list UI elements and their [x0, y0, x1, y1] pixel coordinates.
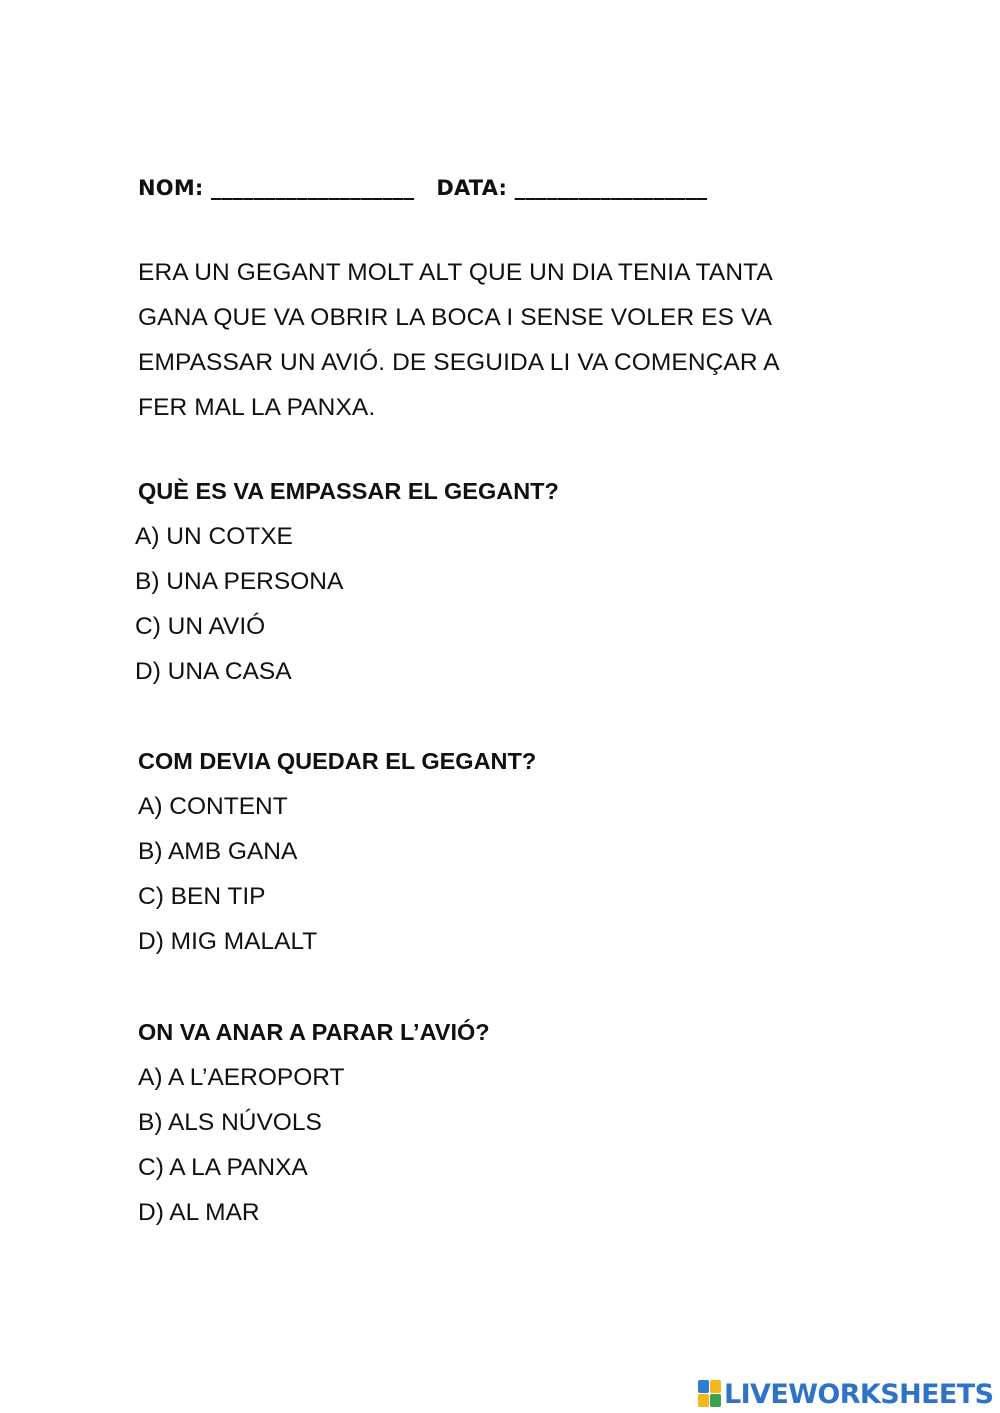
answer-option-b[interactable]: B) ALS NÚVOLS — [138, 1109, 322, 1136]
answer-option-d[interactable]: D) MIG MALALT — [138, 928, 318, 955]
reading-line: EMPASSAR UN AVIÓ. DE SEGUIDA LI VA COMENÇAR A — [138, 349, 780, 376]
reading-line: FER MAL LA PANXA. — [138, 394, 376, 421]
question-3 — [138, 1010, 898, 1235]
answer-option-b[interactable]: B) AMB GANA — [138, 838, 298, 865]
reading-passage — [138, 250, 858, 430]
answer-option-a[interactable]: A) UN COTXE — [135, 523, 293, 550]
liveworksheets-watermark — [698, 1376, 993, 1412]
answer-option-c[interactable]: C) A LA PANXA — [138, 1154, 308, 1181]
reading-line: ERA UN GEGANT MOLT ALT QUE UN DIA TENIA TANTA — [138, 259, 773, 286]
answer-option-d[interactable]: D) AL MAR — [138, 1199, 260, 1226]
answer-option-a[interactable]: A) CONTENT — [138, 793, 288, 820]
liveworksheets-logo-icon — [698, 1380, 722, 1408]
question-title: ON VA ANAR A PARAR L’AVIÓ? — [138, 1019, 490, 1045]
question-title: QUÈ ES VA EMPASSAR EL GEGANT? — [138, 478, 559, 504]
answer-option-c[interactable]: C) UN AVIÓ — [135, 613, 266, 640]
student-info-header — [138, 176, 707, 200]
answer-option-c[interactable]: C) BEN TIP — [138, 883, 266, 910]
answer-option-b[interactable]: B) UNA PERSONA — [135, 568, 344, 595]
name-field-label: NOM: ___________________ — [138, 176, 415, 200]
answer-option-a[interactable]: A) A L’AEROPORT — [138, 1064, 345, 1091]
question-title: COM DEVIA QUEDAR EL GEGANT? — [138, 748, 537, 774]
date-field-label: DATA: __________________ — [436, 176, 708, 200]
answer-option-d[interactable]: D) UNA CASA — [135, 658, 292, 685]
question-2 — [138, 739, 898, 964]
reading-line: GANA QUE VA OBRIR LA BOCA I SENSE VOLER ES VA — [138, 304, 773, 331]
watermark-text: LIVEWORKSHEETS — [724, 1378, 994, 1410]
question-1 — [135, 469, 898, 694]
